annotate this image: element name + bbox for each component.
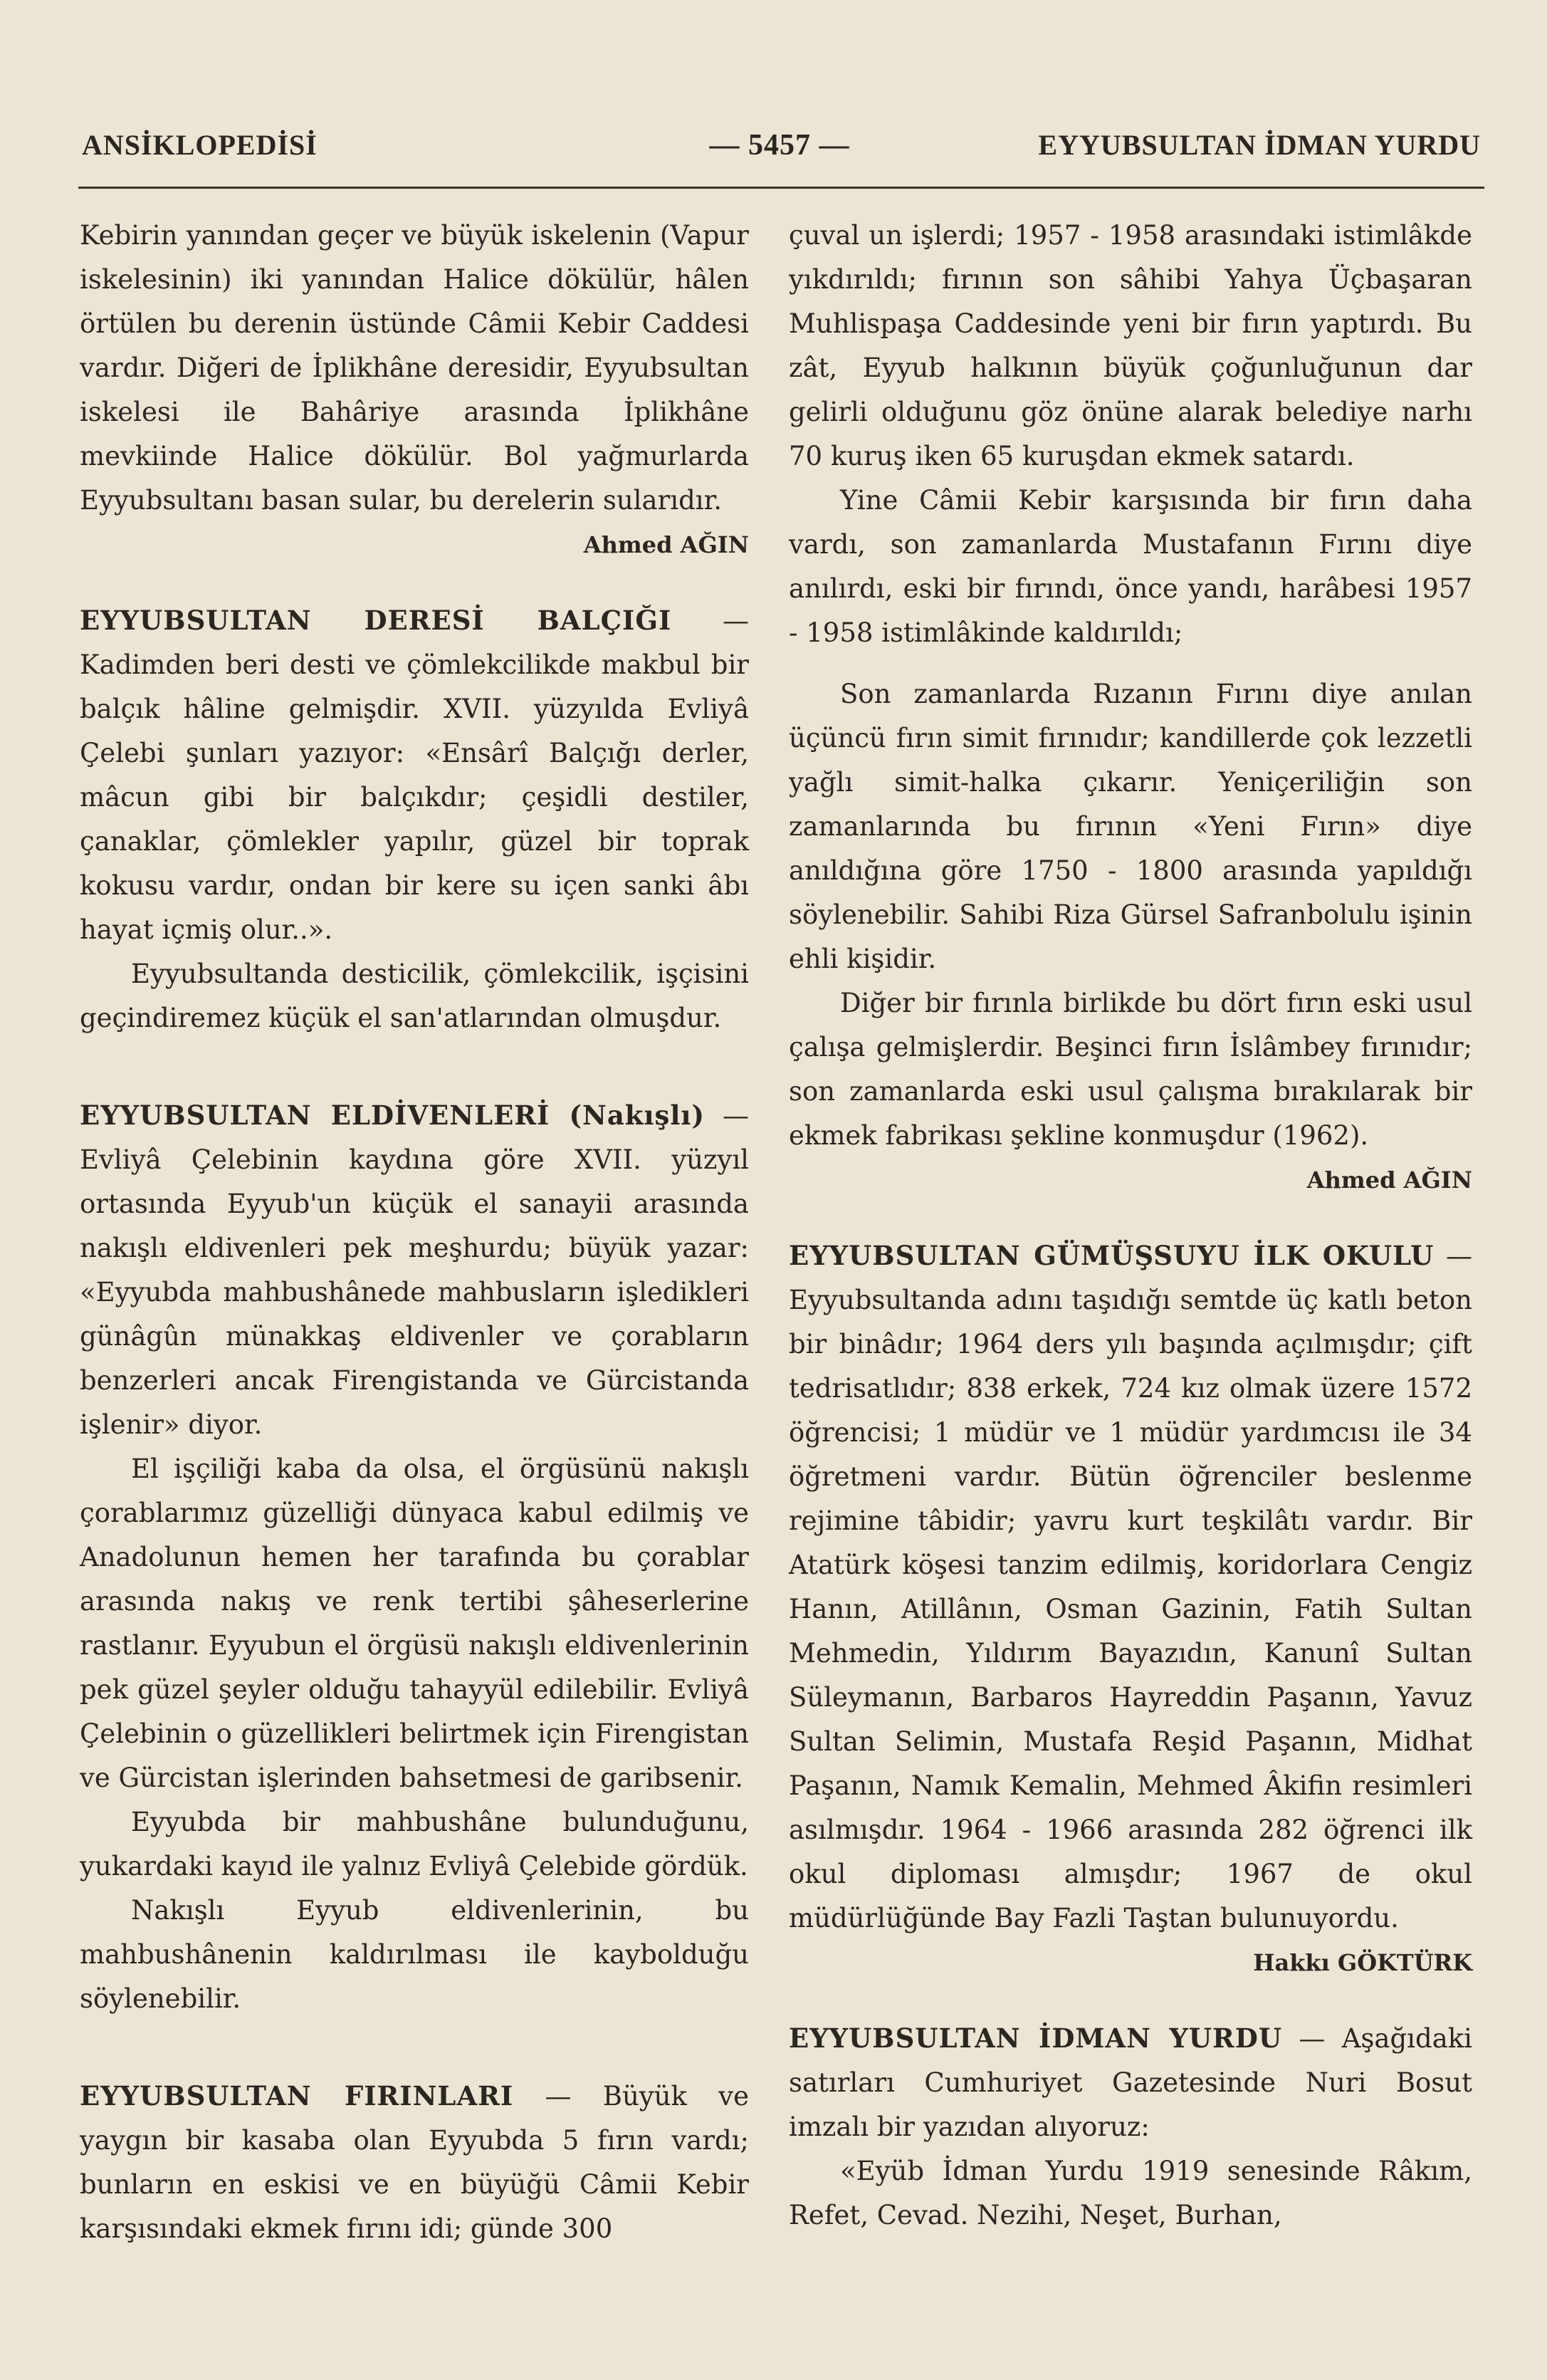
paragraph: — Evliyâ Çelebinin kaydına göre XVII. yüzyıl ortasında Eyyub'un küçük el sanayii arasında nakışlı eldivenleri pek meşhurdu; büyük yazar: «Eyyubda mahbushânede mahbusların işledikleri günâgûn münakkaş eldivenler ve çorabların benzerleri ancak Firengistanda ve Gürcistanda işlenir» diyor. [80, 1100, 749, 1440]
left-column [80, 214, 749, 2251]
paragraph: Son zamanlarda Rızanın Fırını diye anılan üçüncü fırın simit fırınıdır; kandillerde çok lezzetli yağlı simit-halka çıkarır. Yeniçeriliğin son zamanlarında bu fırının «Yeni Fırın» diye anıldığına göre 1750 - 1800 arasında yapıldığı söylenebilir. Sahibi Riza Gürsel Safranbolulu işinin ehli kişidir. [789, 679, 1472, 974]
paragraph: «Eyüb İdman Yurdu 1919 senesinde Râkım, Refet, Cevad. Nezihi, Neşet, Burhan, [789, 2156, 1472, 2230]
right-column [789, 214, 1472, 2238]
paragraph: — Aşağıdaki satırları Cumhuriyet Gazetesinde Nuri Bosut imzalı bir yazıdan alıyoruz: [789, 2023, 1473, 2142]
article-title: EYYUBSULTAN GÜMÜŞSUYU İLK OKULU [789, 1240, 1435, 1271]
author-signature: Hakkı GÖKTÜRK [1253, 1949, 1472, 1976]
article-eldiven [80, 1093, 749, 1447]
paragraph: Kebirin yanından geçer ve büyük iskelenin (Vapur iskelesinin) iki yanından Halice dökülür, hâlen örtülen bu derenin üstünde Câmii Kebir Caddesi vardır. Diğeri de İplikhâne deresidir, Eyyubsultan iskelesi ile Bahâriye arasında İplikhâne mevkiinde Halice dökülür. Bol yağmurlarda Eyyubsultanı basan sular, bu derelerin sularıdır. [80, 220, 749, 516]
page-number: — 5457 — [709, 129, 850, 162]
author-signature: Ahmed AĞIN [1306, 1166, 1472, 1194]
article-title: EYYUBSULTAN ELDİVENLERİ (Nakışlı) [80, 1100, 705, 1131]
paragraph: çuval un işlerdi; 1957 - 1958 arasındaki istimlâkde yıkdırıldı; fırının son sâhibi Yahya Üçbaşaran Muhlispaşa Caddesinde yeni bir fırın yaptırdı. Bu zât, Eyyub halkının büyük çoğunluğunun dar gelirli olduğunu göz önüne alarak belediye narhı 70 kuruş iken 65 kuruşdan ekmek satardı. [789, 220, 1472, 471]
author-signature: Ahmed AĞIN [583, 531, 749, 558]
paragraph: Yine Câmii Kebir karşısında bir fırın daha vardı, son zamanlarda Mustafanın Fırını diye anılırdı, eski bir fırındı, önce yandı, harâbesi 1957 - 1958 istimlâkinde kaldırıldı; [789, 485, 1472, 648]
paragraph: Nakışlı Eyyub eldivenlerinin, bu mahbushânenin kaldırılması ile kaybolduğu söylenebilir. [80, 1895, 749, 2014]
paragraph: — Eyyubsultanda adını taşıdığı semtde üç katlı beton bir binâdır; 1964 ders yılı başında açılmışdır; çift tedrisatlıdır; 838 erkek, 724 kız olmak üzere 1572 öğrencisi; 1 müdür ve 1 müdür yardımcısı ile 34 öğretmeni vardır. Bütün öğrenciler beslenme rejimine tâbidir; yavru kurt teşkilâtı vardır. Bir Atatürk köşesi tanzim edilmiş, koridorlara Cengiz Hanın, Atillânın, Osman Gazinin, Fatih Sultan Mehmedin, Yıldırım Bayazıdın, Kanunî Sultan Süleymanın, Barbaros Hayreddin Paşanın, Yavuz Sultan Selimin, Mustafa Reşid Paşanın, Midhat Paşanın, Namık Kemalin, Mehmed Âkifin resimleri asılmışdır. 1964 - 1966 arasında 282 öğrenci ilk okul diploması almışdır; 1967 de okul müdürlüğünde Bay Fazli Taştan bulunuyordu. [789, 1241, 1472, 1933]
paragraph: — Büyük ve yaygın bir kasaba olan Eyyubda 5 fırın vardı; bunların en eskisi ve en büyüğü Câmii Kebir karşısındaki ekmek fırını idi; günde 300 [80, 2081, 749, 2244]
header-left: ANSİKLOPEDİSİ [82, 129, 318, 161]
article-firin [80, 2074, 749, 2251]
page-header [78, 128, 1481, 178]
article-title: EYYUBSULTAN İDMAN YURDU [789, 2023, 1283, 2054]
article-title: EYYUBSULTAN DERESİ BALÇIĞI [80, 605, 672, 636]
paragraph: Eyyubsultanda desticilik, çömlekcilik, işçisini geçindiremez küçük el san'atlarından olmuşdur. [80, 959, 749, 1033]
paragraph: El işçiliği kaba da olsa, el örgüsünü nakışlı çorablarımız güzelliği dünyaca kabul edilmiş ve Anadolunun hemen her tarafında bu çorablar arasında nakış ve renk tertibi şâheserlerine rastlanır. Eyyubun el örgüsü nakışlı eldivenlerinin pek güzel şeyler olduğu tahayyül edilebilir. Evliyâ Çelebinin o güzellikleri belirtmek için Firengistan ve Gürcistan işlerinden bahsetmesi de garibsenir. [80, 1453, 749, 1793]
paragraph: — Kadimden beri desti ve çömlekcilikde makbul bir balçık hâline gelmişdir. XVII. yüzyılda Evliyâ Çelebi şunları yazıyor: «Ensârî Balçığı derler, mâcun gibi bir balçıkdır; çeşidli destiler, çanaklar, çömlekler yapılır, güzel bir toprak kokusu vardır, ondan bir kere su içen sanki âbı hayat içmiş olur..». [80, 605, 749, 945]
paragraph: Diğer bir fırınla birlikde bu dört fırın eski usul çalışa gelmişlerdir. Beşinci fırın İslâmbey fırınıdır; son zamanlarda eski usul çalışma bırakılarak bir ekmek fabrikası şekline konmuşdur (1962). [789, 988, 1472, 1151]
paragraph: Eyyubda bir mahbushâne bulunduğunu, yukardaki kayıd ile yalnız Evliyâ Çelebide gördük. [80, 1807, 749, 1881]
header-rule [78, 187, 1484, 189]
article-title: EYYUBSULTAN FIRINLARI [80, 2080, 514, 2112]
article-balcigi [80, 598, 749, 952]
article-idman [789, 2016, 1472, 2149]
article-okul [789, 1233, 1472, 1941]
header-right: EYYUBSULTAN İDMAN YURDU [1038, 129, 1481, 161]
